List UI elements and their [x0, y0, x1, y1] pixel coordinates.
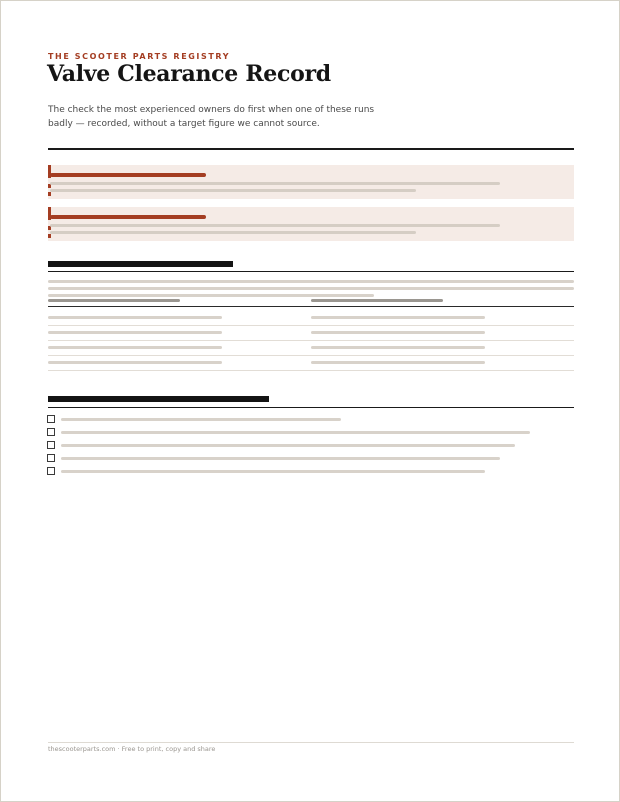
table-cell-placeholder	[311, 361, 485, 364]
table-cell-placeholder	[48, 346, 222, 349]
checkbox[interactable]	[47, 441, 55, 449]
table-row-rule	[48, 325, 574, 326]
table-row-rule	[48, 355, 574, 356]
table-header-rule	[48, 306, 574, 307]
section-heading-placeholder	[48, 261, 233, 267]
table-cell-placeholder	[311, 316, 485, 319]
callout-text-placeholder	[50, 189, 416, 192]
footer-text: thescooterparts.com · Free to print, copy and share	[48, 745, 216, 753]
callout-text-placeholder	[50, 182, 500, 185]
table-row-rule	[48, 370, 574, 371]
section-divider	[48, 407, 574, 408]
callout-accent-tick	[48, 234, 51, 238]
callout-text-placeholder	[50, 231, 416, 234]
callout-card	[48, 165, 574, 199]
checkbox[interactable]	[47, 415, 55, 423]
callout-accent-tick	[48, 192, 51, 196]
checkbox[interactable]	[47, 428, 55, 436]
table-cell-placeholder	[48, 361, 222, 364]
page-title: Valve Clearance Record	[47, 61, 331, 87]
table-cell-placeholder	[48, 331, 222, 334]
table-column-header	[311, 299, 443, 302]
intro-paragraph: The check the most experienced owners do first when one of these runs badly — recorded, without a target figure we cannot source.	[48, 105, 375, 129]
checklist-item-placeholder	[61, 457, 500, 460]
callout-heading-placeholder	[50, 215, 206, 219]
callout-heading-placeholder	[50, 173, 206, 177]
body-text-placeholder	[48, 294, 374, 297]
table-column-header	[48, 299, 180, 302]
callout-card	[48, 207, 574, 241]
footer-divider	[48, 742, 574, 743]
checklist-item-placeholder	[61, 431, 530, 434]
table-cell-placeholder	[311, 331, 485, 334]
checklist-item-placeholder	[61, 444, 515, 447]
table-cell-placeholder	[311, 346, 485, 349]
publication-eyebrow: THE SCOOTER PARTS REGISTRY	[48, 52, 231, 61]
body-text-placeholder	[48, 287, 574, 290]
checkbox[interactable]	[47, 467, 55, 475]
callout-text-placeholder	[50, 224, 500, 227]
table-cell-placeholder	[48, 316, 222, 319]
checkbox[interactable]	[47, 454, 55, 462]
checklist-item-placeholder	[61, 418, 341, 421]
body-text-placeholder	[48, 280, 574, 283]
header-divider	[48, 148, 574, 150]
table-row-rule	[48, 340, 574, 341]
section-heading-placeholder	[48, 396, 269, 402]
checklist-item-placeholder	[61, 470, 485, 473]
section-divider	[48, 271, 574, 272]
